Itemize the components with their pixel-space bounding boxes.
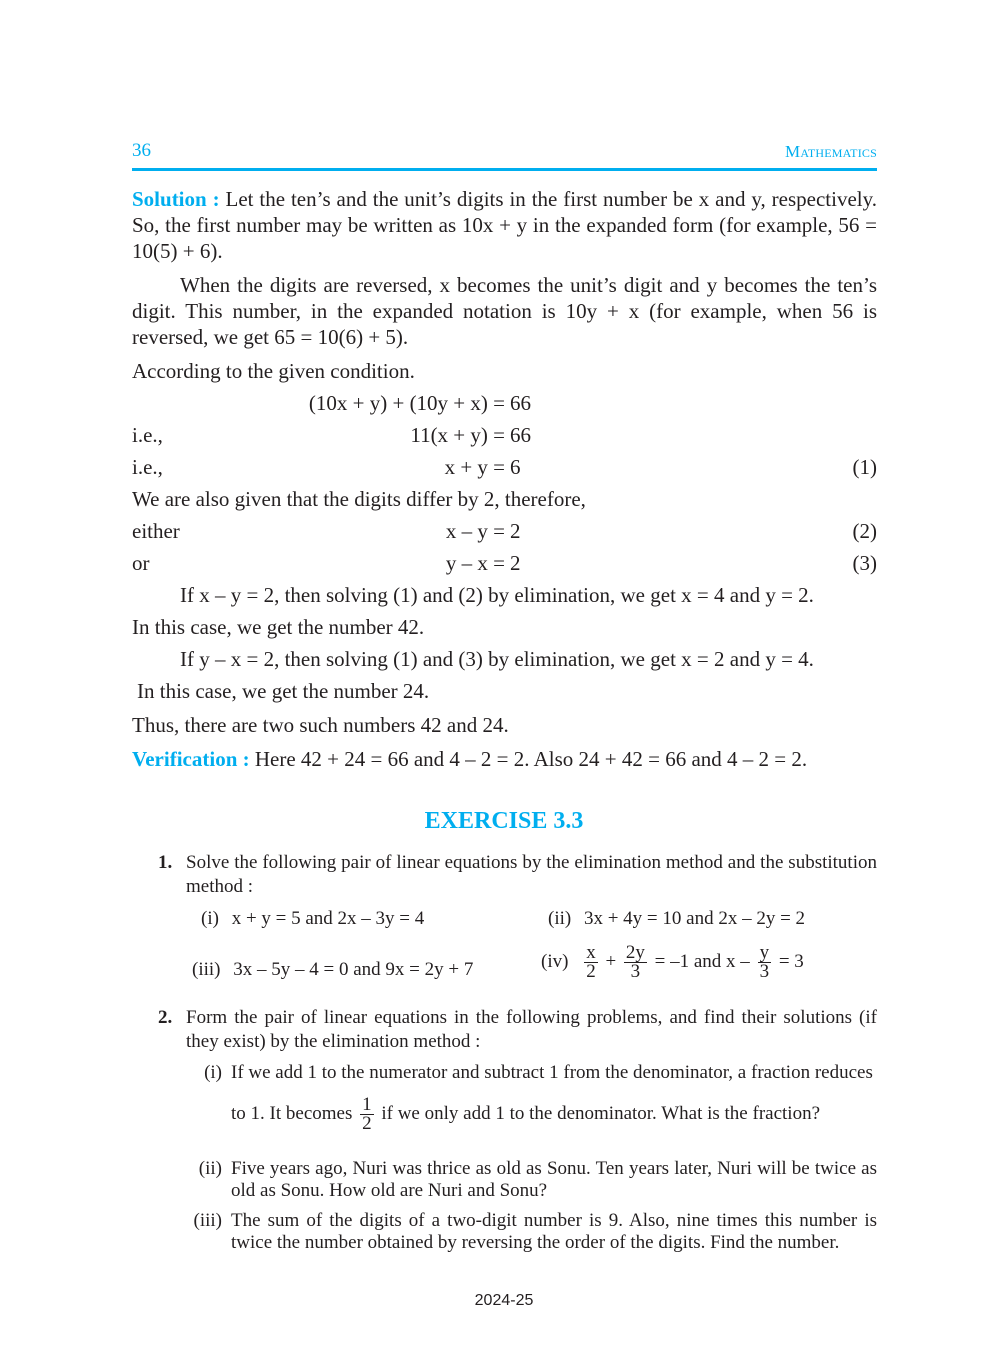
fraction-denominator: 3 bbox=[759, 961, 770, 982]
plus-sign: + bbox=[605, 950, 617, 972]
q1-part-ii bbox=[548, 908, 805, 930]
page-header bbox=[132, 140, 877, 171]
solution-paragraph-3: According to the given condition. bbox=[132, 359, 415, 383]
part-label: (ii) bbox=[548, 908, 572, 929]
part-text: to 1. It becomes bbox=[231, 1102, 353, 1124]
equation-middle: = –1 and x – bbox=[654, 950, 750, 972]
part-text: 3x + 4y = 10 and 2x – 2y = 2 bbox=[583, 908, 806, 929]
fraction-denominator: 2 bbox=[362, 1113, 372, 1134]
fraction-numerator: 2y bbox=[625, 942, 645, 963]
equation-lhs: 11(x + y) = bbox=[410, 423, 505, 447]
fraction-numerator: 1 bbox=[362, 1094, 372, 1115]
equation-label: or bbox=[132, 551, 150, 575]
fraction-numerator: x bbox=[586, 942, 596, 963]
equation-number: (1) bbox=[852, 455, 877, 479]
equation-row bbox=[132, 390, 877, 422]
part-text: Five years ago, Nuri was thrice as old as Sonu. Ten years later, Nuri will be twice as old as Sonu. How old are Nuri and Sonu? bbox=[231, 1158, 877, 1201]
part-text: x + y = 5 and 2x – 3y = 4 bbox=[231, 908, 425, 929]
solution-paragraph-7: If y – x = 2, then solving (1) and (3) by elimination, we get x = 2 and y = 4. bbox=[180, 647, 814, 671]
equation-lhs: y – x = bbox=[445, 551, 505, 575]
question-2 bbox=[158, 1006, 877, 1054]
solution-paragraph-9: Thus, there are two such numbers 42 and 24. bbox=[132, 713, 509, 737]
fraction-denominator: 3 bbox=[630, 961, 641, 982]
question-number: 2. bbox=[158, 1007, 173, 1028]
solution-paragraph-5: If x – y = 2, then solving (1) and (2) by elimination, we get x = 4 and y = 2. bbox=[180, 583, 814, 607]
solution-paragraph-4: We are also given that the digits differ by 2, therefore, bbox=[132, 487, 586, 511]
part-label: (iii) bbox=[192, 959, 221, 980]
q1-part-iv bbox=[541, 944, 804, 981]
solution-paragraph-1 bbox=[132, 186, 877, 264]
footer-year: 2024-25 bbox=[474, 1292, 534, 1309]
part-text: If we add 1 to the numerator and subtract 1 from the denominator, a fraction reduces bbox=[231, 1062, 873, 1083]
equation-row bbox=[132, 454, 877, 486]
fraction bbox=[624, 944, 647, 981]
q2-part-iii bbox=[192, 1210, 877, 1254]
equation-row bbox=[132, 550, 877, 582]
equation-label: i.e., bbox=[132, 455, 163, 479]
fraction bbox=[584, 944, 598, 981]
exercise-title: EXERCISE 3.3 bbox=[424, 808, 584, 834]
equation-lhs: x – y = bbox=[445, 519, 505, 543]
verification-label: Verification : bbox=[132, 747, 250, 771]
question-text: Form the pair of linear equations in the following problems, and find their solutions (if they exist) by the elimination method : bbox=[186, 1007, 877, 1052]
equation-rhs: 2 bbox=[510, 519, 521, 543]
fraction-numerator: y bbox=[759, 942, 770, 963]
solution-paragraph-6: In this case, we get the number 42. bbox=[132, 615, 425, 639]
fraction bbox=[758, 944, 772, 981]
part-text: The sum of the digits of a two-digit number is 9. Also, nine times this number is twice the number obtained by reversing the order of the digits. Find the number. bbox=[231, 1210, 877, 1253]
solution-text-1: Let the ten’s and the unit’s digits in the first number be x and y, respectively. So, the first number may be written as 10x + y in the expanded form (for example, 56 = 10(5) + 6). bbox=[132, 187, 878, 263]
equation-rhs: 6 bbox=[510, 455, 521, 479]
fraction-denominator: 2 bbox=[586, 961, 596, 982]
question-text: Solve the following pair of linear equations by the elimination method and the substitution method : bbox=[186, 852, 877, 897]
part-label: (ii) bbox=[198, 1158, 222, 1179]
equation-number: (2) bbox=[852, 519, 877, 543]
equation-end: = 3 bbox=[778, 950, 804, 972]
equation-lhs: x + y = bbox=[444, 455, 505, 479]
equation-row bbox=[132, 422, 877, 454]
equation-rhs: 66 bbox=[510, 391, 531, 415]
solution-label: Solution : bbox=[132, 187, 220, 211]
q2-part-i bbox=[192, 1062, 877, 1133]
verification-text: Here 42 + 24 = 66 and 4 – 2 = 2. Also 24 + 42 = 66 and 4 – 2 = 2. bbox=[254, 747, 808, 771]
fraction bbox=[360, 1096, 374, 1133]
part-label: (iii) bbox=[193, 1210, 222, 1231]
solution-paragraph-8: In this case, we get the number 24. bbox=[137, 679, 430, 703]
q1-part-iii bbox=[192, 959, 473, 981]
subject-title: Mathematics bbox=[785, 142, 877, 161]
equation-row bbox=[132, 518, 877, 550]
equation-label: i.e., bbox=[132, 423, 163, 447]
solution-paragraph-2: When the digits are reversed, x becomes the unit’s digit and y becomes the ten’s digit. This number, in the expanded notation is 10y + x (for example, when 56 is reversed, we get 65 = 10(6) + 5). bbox=[132, 273, 877, 349]
equation-rhs: 66 bbox=[510, 423, 531, 447]
part-label: (i) bbox=[204, 1062, 222, 1083]
q2-part-ii bbox=[192, 1158, 877, 1202]
page-number: 36 bbox=[132, 140, 151, 161]
part-text-line-2 bbox=[231, 1096, 877, 1133]
question-1 bbox=[158, 851, 877, 899]
question-number: 1. bbox=[158, 852, 173, 873]
equation-rhs: 2 bbox=[510, 551, 521, 575]
equation-number: (3) bbox=[852, 551, 877, 575]
q1-part-i bbox=[201, 908, 424, 930]
part-label: (iv) bbox=[541, 950, 569, 972]
equation-lhs: (10x + y) + (10y + x) = bbox=[308, 391, 505, 415]
part-label: (i) bbox=[201, 908, 219, 929]
equation-label: either bbox=[132, 519, 180, 543]
verification-paragraph bbox=[132, 746, 877, 772]
part-text: if we only add 1 to the denominator. What is the fraction? bbox=[381, 1102, 821, 1124]
part-text: 3x – 5y – 4 = 0 and 9x = 2y + 7 bbox=[233, 959, 474, 980]
solution-section bbox=[132, 186, 877, 780]
